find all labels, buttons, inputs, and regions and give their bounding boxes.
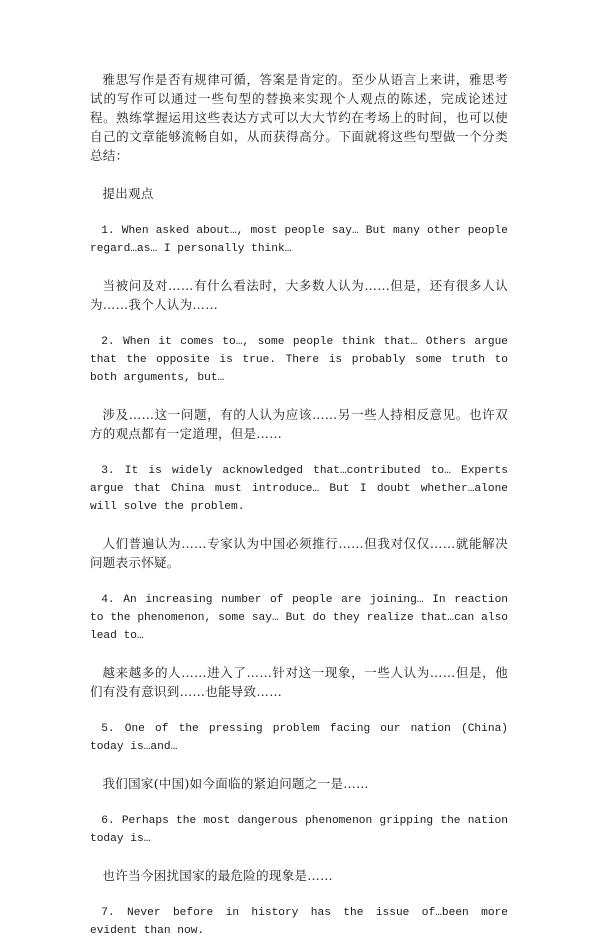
item-3-chinese: 人们普遍认为……专家认为中国必须推行……但我对仅仅……就能解决问题表示怀疑。 <box>90 536 508 570</box>
item-2-english: 2. When it comes to…, some people think that… Others argue that the opposite is true. There is probably some truth to both arguments, but… <box>90 336 508 384</box>
item-2-chinese: 涉及……这一问题，有的人认为应该……另一些人持相反意见。也许双方的观点都有一定道理，但是…… <box>90 407 508 441</box>
document-body <box>90 70 508 940</box>
item-4-chinese: 越来越多的人……进入了……针对这一现象，一些人认为……但是，他们有没有意识到……也能导致…… <box>90 665 508 699</box>
item-7-english: 7. Never before in history has the issue of…been more evident than now. <box>90 907 508 937</box>
item-1-english: 1. When asked about…, most people say… But many other people regard…as… I personally think… <box>90 225 508 255</box>
item-5-english: 5. One of the pressing problem facing our nation (China) today is…and… <box>90 723 508 753</box>
item-6-chinese: 也许当今困扰国家的最危险的现象是…… <box>102 868 333 883</box>
item-4-english: 4. An increasing number of people are joining… In reaction to the phenomenon, some say… But do they realize that…can also lead to… <box>90 594 508 642</box>
item-3-english: 3. It is widely acknowledged that…contributed to… Experts argue that China must introduce… But I doubt whether…alone will solve the problem. <box>90 465 508 513</box>
section-heading: 提出观点 <box>102 186 154 201</box>
item-5-chinese: 我们国家(中国)如今面临的紧迫问题之一是…… <box>102 776 369 791</box>
item-1-chinese: 当被问及对……有什么看法时，大多数人认为……但是，还有很多人认为……我个人认为…… <box>90 278 508 312</box>
intro-paragraph: 雅思写作是否有规律可循，答案是肯定的。至少从语言上来讲，雅思考试的写作可以通过一些句型的替换来实现个人观点的陈述，完成论述过程。熟练掌握运用这些表达方式可以大大节约在考场上的时间，也可以使自己的文章能够流畅自如，从而获得高分。下面就将这些句型做一个分类总结： <box>90 72 508 163</box>
item-6-english: 6. Perhaps the most dangerous phenomenon gripping the nation today is… <box>90 815 508 845</box>
